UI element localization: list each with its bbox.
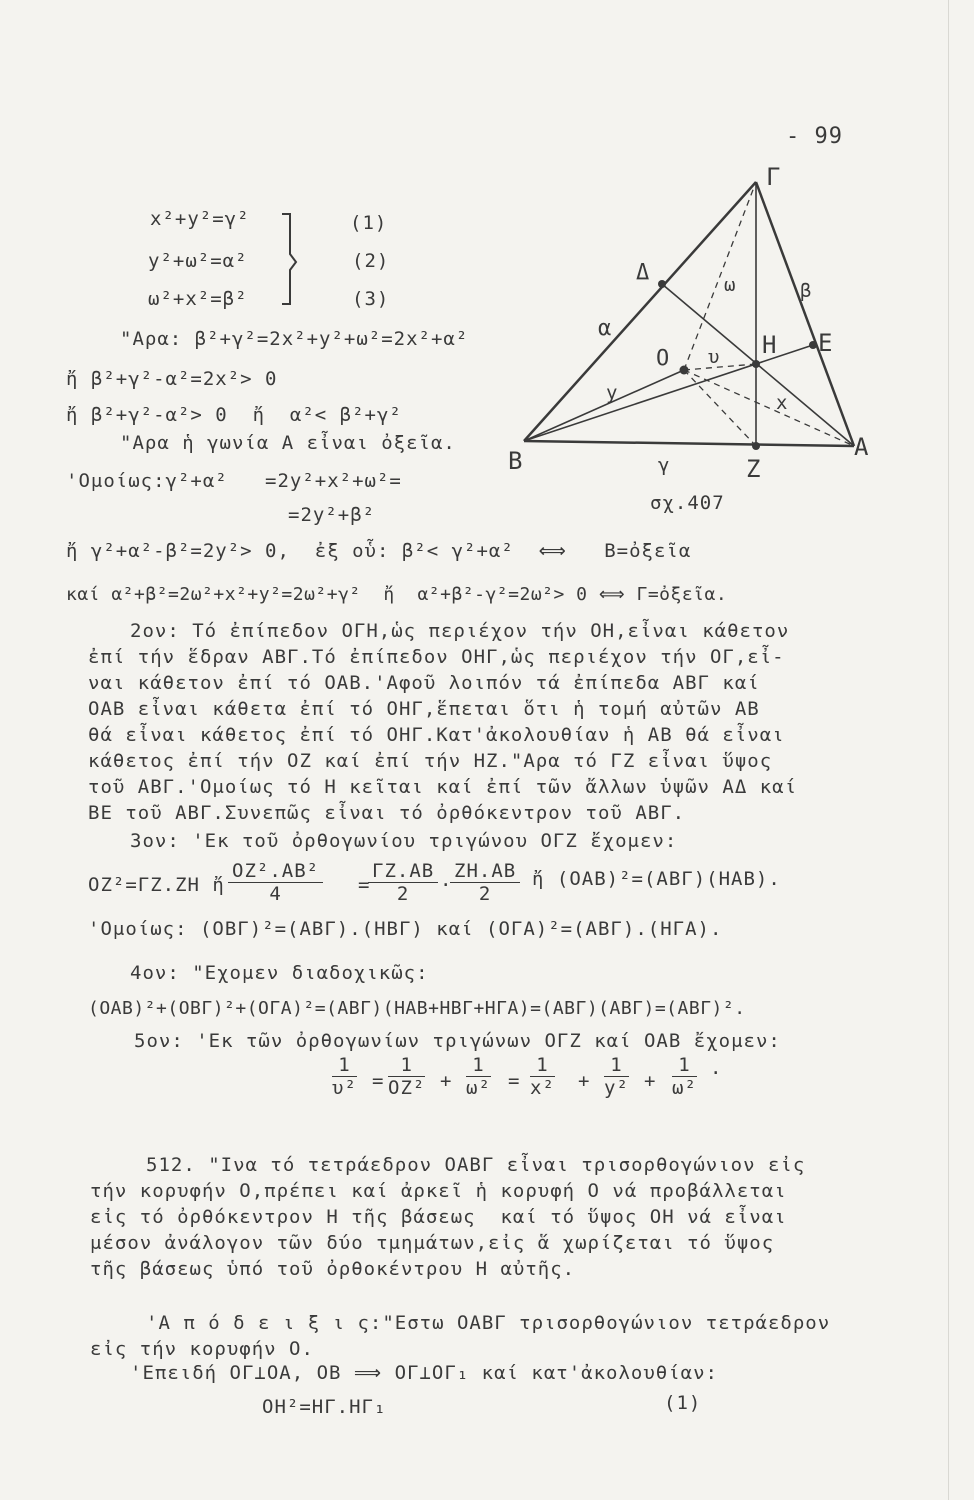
- label-alpha: α: [598, 316, 613, 341]
- edge-OG: [684, 182, 756, 370]
- segment-OZ: [684, 370, 756, 446]
- fraction-2: [368, 860, 438, 905]
- numerator: 1: [604, 1054, 629, 1077]
- point-Z: [752, 442, 760, 450]
- formula-tail: ἤ (ΟΑΒ)²=(ΑΒΓ)(ΗΑΒ).: [532, 868, 781, 890]
- text-line: 'Ομοίως:γ²+α² =2y²+x²+ω²=: [66, 470, 402, 492]
- text-line: μέσον ἀνάλογον τῶν δύο τμημάτων,εἰς ἅ χωρίζεται τό ὕψος: [90, 1232, 775, 1254]
- system-tag-3: (3): [352, 288, 390, 310]
- denominator: ω²: [672, 1077, 697, 1099]
- text-line: ναι κάθετον ἐπί τό ΟΑΒ.'Αφοῦ λοιπόν τά ἐπίπεδα ΑΒΓ καί: [88, 672, 760, 694]
- text-line: "Αρα: β²+γ²=2x²+y²+ω²=2x²+α²: [120, 328, 469, 350]
- edge-GA: [756, 182, 854, 446]
- system-tag-2: (2): [352, 250, 390, 272]
- formula-end: ·: [710, 1062, 723, 1084]
- text-line: 'Ομοίως: (ΟΒΓ)²=(ΑΒΓ).(ΗΒΓ) καί (ΟΓΑ)²=(ΑΒΓ).(ΗΓΑ).: [88, 918, 723, 940]
- formula-equals: =: [372, 1070, 385, 1092]
- text-line: θά εἶναι κάθετος ἐπί τό ΟΗΓ.Κατ'ἀκολουθίαν ἡ ΑΒ θά εἶναι: [88, 724, 785, 746]
- text-line: εἰς τήν κορυφήν Ο.: [90, 1338, 314, 1360]
- label-upsilon: υ: [708, 346, 721, 368]
- text-line: τῆς βάσεως ὑπό τοῦ ὀρθοκέντρου Η αὐτῆς.: [90, 1258, 576, 1280]
- numerator: 1: [530, 1054, 555, 1077]
- text-line: 'Επειδή ΟΓ⊥ΟΑ, ΟΒ ⟹ ΟΓ⊥ΟΓ₁ καί κατ'ἀκολουθίαν:: [130, 1362, 718, 1384]
- fraction-2-numerator: ΓΖ.ΑΒ: [368, 860, 438, 883]
- label-D: Δ: [636, 260, 651, 285]
- text-line: 3ον: 'Εκ τοῦ ὀρθογωνίου τριγώνου ΟΓΖ ἔχομεν:: [130, 830, 678, 852]
- edge-BA: [524, 441, 854, 446]
- fraction-inv-oz2: [388, 1054, 425, 1099]
- label-H: Η: [762, 331, 778, 359]
- system-eq-3: ω²+x²=β²: [148, 288, 248, 310]
- label-gamma: γ: [658, 454, 671, 476]
- label-G: Γ: [766, 163, 782, 191]
- text-line: ἤ β²+γ²-α²=2x²> 0: [66, 368, 278, 390]
- text-line: ἐπί τήν ἕδραν ΑΒΓ.Τό ἐπίπεδον ΟΗΓ,ὡς περιέχον τήν ΟΓ,εἶ-: [88, 646, 785, 668]
- text-line: κάθετος ἐπί τήν ΟΖ καί ἐπί τήν ΗΖ."Αρα τό ΓΖ εἶναι ὕψος: [88, 750, 773, 772]
- denominator: x²: [530, 1077, 555, 1099]
- fraction-3-denominator: 2: [478, 883, 492, 905]
- page-number: - 99: [786, 124, 843, 149]
- label-x: x: [776, 392, 789, 414]
- system-eq-1: x²+y²=γ²: [150, 208, 250, 230]
- point-H: [752, 360, 760, 368]
- text-line: ΒΕ τοῦ ΑΒΓ.Συνεπῶς εἶναι τό ὀρθόκεντρον τοῦ ΑΒΓ.: [88, 802, 686, 824]
- formula-dot: ·: [440, 874, 453, 896]
- label-O: Ο: [656, 346, 671, 371]
- fraction-2-denominator: 2: [396, 883, 410, 905]
- label-Z: Ζ: [746, 455, 762, 483]
- text-line: 5ον: 'Εκ τῶν ὀρθογωνίων τριγώνων ΟΓΖ καί ΟΑΒ ἔχομεν:: [134, 1030, 781, 1052]
- formula-plus: +: [644, 1070, 657, 1092]
- numerator: 1: [672, 1054, 697, 1077]
- text-line: τοῦ ΑΒΓ.'Ομοίως τό Η κεῖται καί ἐπί τῶν ἄλλων ὑψῶν ΑΔ καί: [88, 776, 798, 798]
- text-line: 4ον: "Εχομεν διαδοχικῶς:: [130, 962, 429, 984]
- formula-equals: =: [508, 1070, 521, 1092]
- label-y: y: [606, 382, 619, 404]
- label-A: Α: [854, 433, 870, 461]
- label-E: Ε: [818, 329, 834, 357]
- figure-caption: σχ.407: [650, 492, 725, 514]
- label-B: Β: [508, 447, 524, 475]
- label-beta: β: [800, 280, 813, 302]
- point-D: [658, 280, 666, 288]
- formula-lhs: ΟΖ²=ΓΖ.ΖΗ ἤ: [88, 874, 225, 896]
- text-line: 'Α π ό δ ε ι ξ ι ς:"Εστω ΟΑΒΓ τρισορθογώνιον τετράεδρον: [146, 1312, 831, 1334]
- fraction-3-numerator: ΖΗ.ΑΒ: [450, 860, 520, 883]
- edge-OB: [524, 370, 684, 441]
- text-line: τήν κορυφήν Ο,πρέπει καί ἀρκεῖ ἡ κορυφή Ο νά προβάλλεται: [90, 1180, 787, 1202]
- numerator: 1: [332, 1054, 357, 1077]
- text-line: 512. "Ινα τό τετράεδρον ΟΑΒΓ εἶναι τρισορθογώνιον εἰς: [146, 1154, 806, 1176]
- text-line: εἰς τό ὀρθόκεντρον Η τῆς βάσεως καί τό ὕψος ΟΗ νά εἶναι: [90, 1206, 787, 1228]
- text-line: ΟΑΒ εἶναι κάθετα ἐπί τό ΟΗΓ,ἕπεται ὅτι ἡ τομή αὐτῶν ΑΒ: [88, 698, 760, 720]
- edge-OA: [684, 370, 854, 446]
- formula-equals: =: [358, 874, 371, 896]
- formula-plus: +: [578, 1070, 591, 1092]
- text-line: καί α²+β²=2ω²+x²+y²=2ω²+γ² ἤ α²+β²-γ²=2ω²> 0 ⟺ Γ=ὀξεῖα.: [66, 584, 728, 605]
- text-line: =2y²+β²: [288, 504, 376, 526]
- label-omega: ω: [724, 274, 737, 296]
- text-line: 2ον: Τό ἐπίπεδον ΟΓΗ,ὡς περιέχον τήν ΟΗ,εἶναι κάθετον: [130, 620, 790, 642]
- denominator: ω²: [466, 1077, 491, 1099]
- fraction-1-denominator: 4: [269, 883, 282, 905]
- fraction-1: [228, 860, 323, 905]
- point-O: [680, 366, 689, 375]
- text-line: ἤ γ²+α²-β²=2y²> 0, ἐξ οὗ: β²< γ²+α² ⟺ Β=ὀξεῖα: [66, 540, 692, 562]
- denominator: ΟΖ²: [388, 1077, 426, 1099]
- fraction-1-numerator: ΟΖ².ΑΒ²: [228, 860, 323, 883]
- fraction-inv-x2: [530, 1054, 555, 1099]
- formula-line: (ΟΑΒ)²+(ΟΒΓ)²+(ΟΓΑ)²=(ΑΒΓ)(ΗΑΒ+ΗΒΓ+ΗΓΑ)=(ΑΒΓ)(ΑΒΓ)=(ΑΒΓ)².: [88, 998, 746, 1019]
- text-line: "Αρα ἡ γωνία Α εἶναι ὀξεῖα.: [120, 432, 456, 454]
- text-line: ἤ β²+γ²-α²> 0 ἤ α²< β²+γ²: [66, 404, 402, 426]
- fraction-3: [450, 860, 520, 905]
- system-eq-2: y²+ω²=α²: [148, 250, 248, 272]
- denominator: υ²: [332, 1077, 357, 1099]
- system-tag-1: (1): [350, 212, 388, 234]
- numerator: 1: [388, 1054, 425, 1077]
- numerator: 1: [466, 1054, 491, 1077]
- equation-tag: (1): [664, 1392, 702, 1414]
- point-E: [809, 341, 817, 349]
- formula-plus: +: [440, 1070, 453, 1092]
- fraction-inv-u2: [332, 1054, 357, 1099]
- text-line: ΟΗ²=ΗΓ.ΗΓ₁: [262, 1396, 387, 1418]
- fraction-inv-w2b: [672, 1054, 697, 1099]
- fraction-inv-y2: [604, 1054, 629, 1099]
- denominator: y²: [604, 1077, 629, 1099]
- fraction-inv-w2: [466, 1054, 491, 1099]
